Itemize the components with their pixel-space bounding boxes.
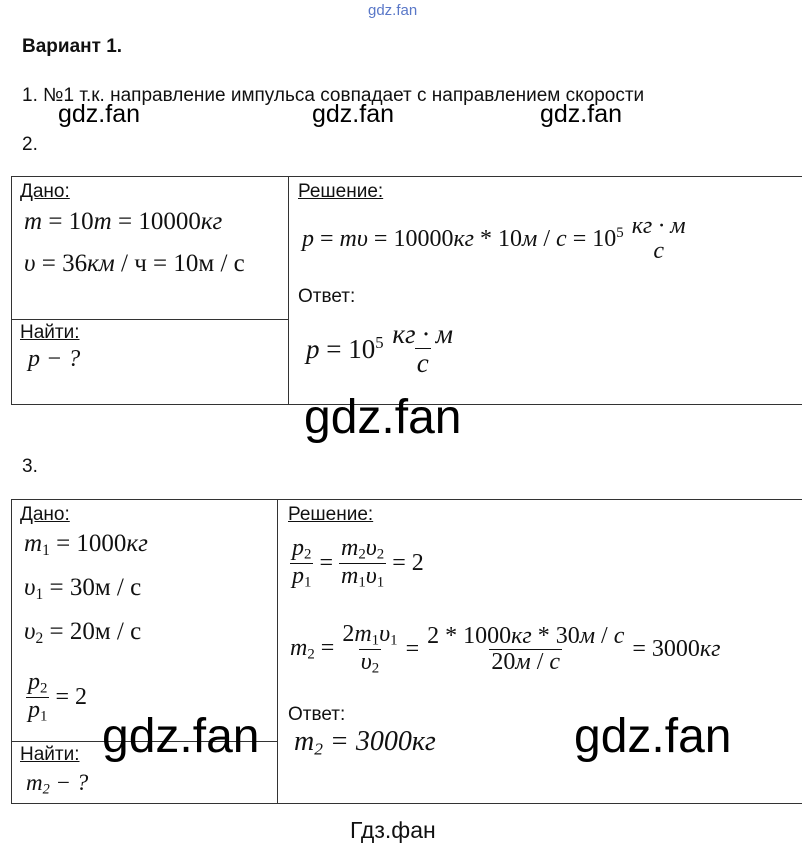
task3-answer-label: Ответ: [288,704,346,725]
watermark-row-3: gdz.fan [540,100,623,128]
watermark-row-2: gdz.fan [312,100,395,128]
answer-1: 1. №1 т.к. направление импульса совпадает с направлением скорости [22,85,645,106]
watermark-bottom-right: gdz.fan [574,710,732,763]
task2-answer-formula: $p = 10^5$ $\frac{кг \cdot м}{с}$ [306,319,454,379]
task3-find-value: $m_2$ − ? [26,770,89,798]
task3-given-ratio: $\frac{p_2}{p_1}$ = 2 [28,669,87,726]
task2-given-mass: m = 10т = 10000кг [24,208,223,235]
task3-given-v2: $\upsilon_2 = 20м / с$ [24,618,142,647]
task3-find-label: Найти: [20,744,80,765]
watermark-top: gdz.fan [368,2,418,19]
variant-heading: Вариант 1. [22,36,123,57]
task3-given-label: Дано: [20,504,70,525]
task2-find-label: Найти: [20,322,80,343]
task3-given-v1: $\upsilon_1 = 30м / с$ [24,574,142,603]
task3-given-mass: $m_1 = 1000кг$ [24,530,148,559]
watermark-bottom-left: gdz.fan [102,710,260,763]
footer-watermark: Гдз.фан [350,817,436,843]
watermark-row-1: gdz.fan [58,100,141,128]
question-3-number: 3. [22,456,38,477]
task3-solution-label: Решение: [288,504,374,525]
task3-solution-mass: $m_2$ = $\frac{2m_1\upsilon_1}{\upsilon_2}$ = $\frac{2 * 1000кг * 30м / с}{20м / с}$ = 3000кг [290,621,721,678]
task2-find-value: p − ? [28,346,81,372]
task2-solution-label: Решение: [298,181,384,202]
task2-solution-formula: $p = m\upsilon = 10000кг * 10м / с = 10^5$ кг · м с [302,213,686,265]
task3-solution-ratio: $\frac{p_2}{p_1}$ = $\frac{m_2\upsilon_2}{m_1\upsilon_1}$ = 2 [292,535,424,592]
watermark-middle: gdz.fan [304,391,462,444]
question-2-number: 2. [22,134,38,155]
task3-answer-formula: $m_2 = 3000кг$ [294,726,436,759]
task2-given-velocity: υ = 36км / ч = 10м / с [24,250,245,277]
task2-answer-label: Ответ: [298,286,356,307]
task2-given-label: Дано: [20,181,70,202]
